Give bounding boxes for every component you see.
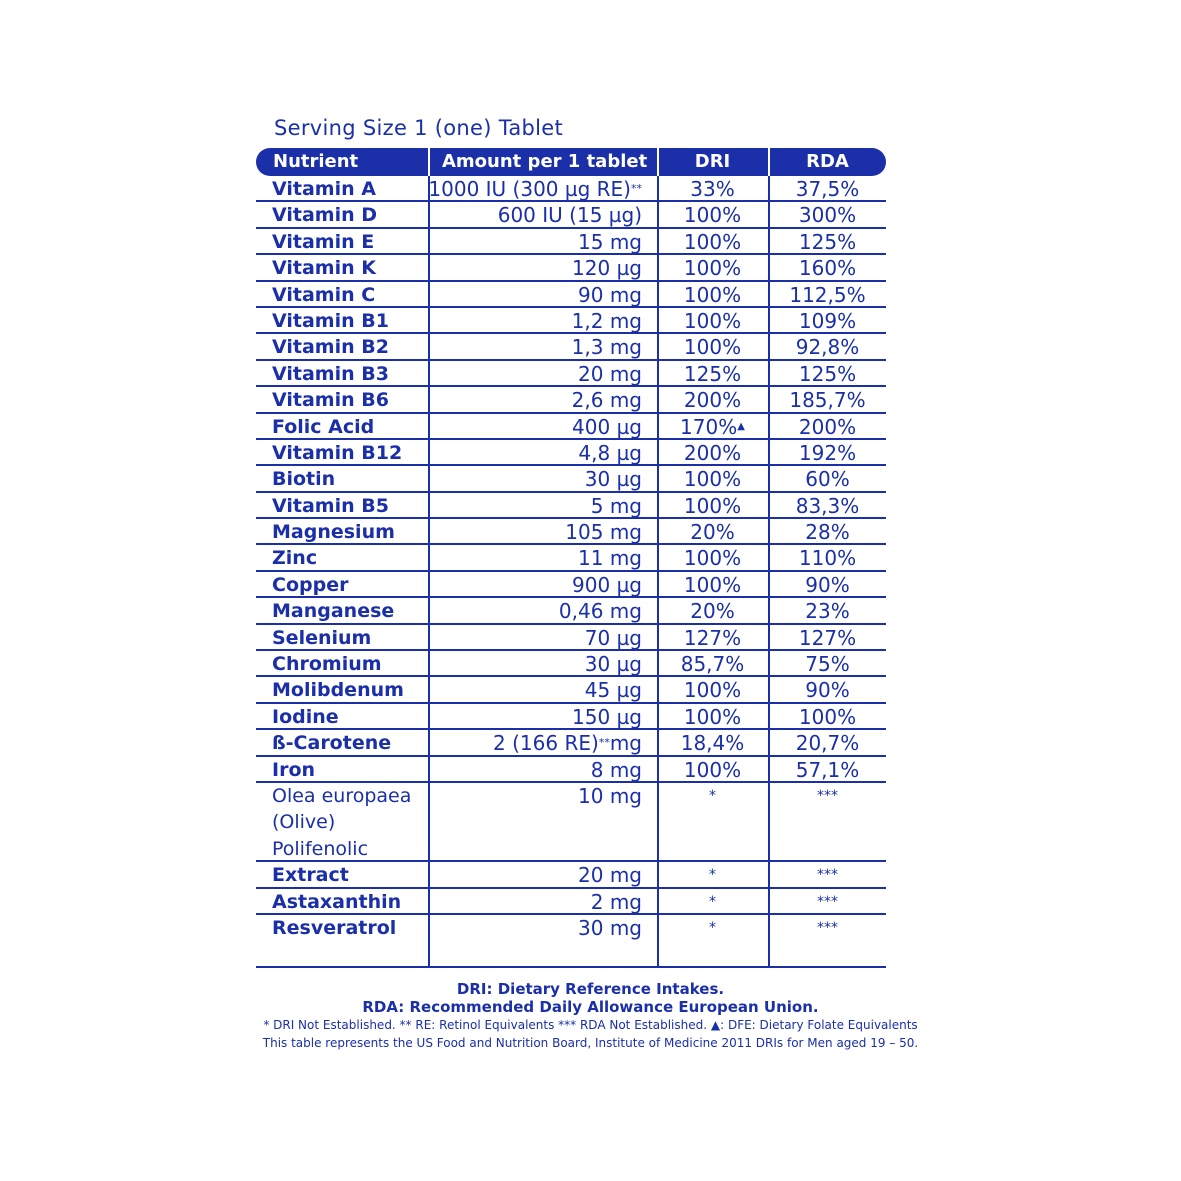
dri-text: 200% (683, 388, 742, 413)
dri-value (656, 651, 769, 677)
dri-value (656, 572, 769, 598)
amount-value: 30 µg (584, 652, 642, 677)
nutrient-amount (585, 625, 642, 651)
nutrient-name: Vitamin B12 (272, 441, 403, 464)
dri-value (656, 202, 769, 228)
serving-size: Serving Size 1 (one) Tablet (274, 116, 564, 140)
nutrient-amount (572, 572, 642, 598)
nutrient-name: Vitamin K (272, 257, 376, 280)
amount-footnote-mark: ** (631, 182, 642, 195)
nutrient-amount (591, 757, 642, 783)
nutrient-name: Copper (272, 573, 349, 596)
dri-value (656, 493, 769, 519)
nutrient-name: Folic Acid (272, 415, 375, 438)
amount-value: 120 µg (572, 256, 642, 281)
nutrient-name: Vitamin B5 (272, 494, 389, 517)
rda-value: 192% (798, 440, 857, 465)
table-row (256, 730, 886, 756)
amount-footnote-mark: ** (598, 736, 610, 750)
nutrient-name: Iodine (272, 705, 339, 728)
nutrient-amount (565, 519, 642, 545)
dri-text: * (709, 919, 716, 936)
nutrient-amount (578, 282, 642, 308)
table-row (256, 308, 886, 334)
table-row (256, 862, 886, 888)
dri-value (656, 282, 769, 308)
nutrient-name (272, 783, 411, 862)
nutrient-name: Vitamin B3 (272, 362, 389, 385)
amount-value: 2 (166 RE) (493, 731, 599, 756)
nutrient-name: Zinc (272, 547, 318, 570)
dri-text: 85,7% (680, 652, 745, 677)
dri-value (656, 255, 769, 281)
dri-value (656, 730, 769, 756)
amount-unit: mg (609, 731, 642, 756)
rda-value: 125% (798, 229, 857, 254)
rda-value: 127% (798, 625, 857, 650)
header-dri: DRI (694, 151, 731, 172)
table-row (256, 202, 886, 228)
nutrient-amount (585, 651, 642, 677)
nutrient-amount (428, 176, 642, 202)
nutrient-name: Vitamin C (272, 283, 376, 306)
rda-value: 20,7% (795, 731, 860, 756)
nutrient-name: Vitamin B1 (272, 309, 389, 332)
amount-value: 1,3 mg (571, 335, 642, 360)
dri-text: 100% (683, 467, 742, 492)
header-rda: RDA (806, 151, 849, 172)
amount-value: 150 µg (572, 704, 642, 729)
rda-value: 109% (798, 308, 857, 333)
nutrient-amount (572, 255, 642, 281)
dri-text: 20% (690, 599, 735, 624)
nutrient-amount: 10 mg (578, 783, 642, 808)
rda-value: 300% (798, 203, 857, 228)
table-row (256, 414, 886, 440)
table-row (256, 889, 886, 915)
nutrient-name: Vitamin B6 (272, 389, 389, 412)
rda-value: 37,5% (795, 177, 860, 201)
amount-value: 20 mg (578, 863, 642, 888)
table-row (256, 704, 886, 730)
nutrient-name: Chromium (272, 653, 382, 676)
table-row (256, 625, 886, 651)
rda-value: 28% (805, 520, 850, 545)
table-row (256, 783, 886, 862)
dri-value (656, 889, 769, 915)
table-row (256, 255, 886, 281)
nutrient-name: Extract (272, 864, 349, 887)
rda-value: *** (817, 787, 838, 804)
nutrient-name-line: Olea europaea (272, 784, 412, 807)
dri-text: 100% (683, 308, 742, 333)
nutrient-name: Molibdenum (272, 679, 404, 702)
table-row (256, 572, 886, 598)
amount-value: 900 µg (572, 572, 642, 597)
amount-value: 45 µg (584, 678, 642, 703)
nutrient-amount (572, 704, 642, 730)
nutrient-name: Vitamin B2 (272, 336, 389, 359)
rda-value: 185,7% (789, 388, 866, 413)
nutrient-amount (578, 545, 642, 571)
nutrient-amount (498, 202, 642, 228)
dri-text: 100% (683, 256, 742, 281)
dri-text: * (709, 893, 716, 910)
rda-value: 90% (805, 678, 850, 703)
table-row (256, 915, 886, 968)
dri-text: 100% (683, 282, 742, 307)
header-amount: Amount per 1 tablet (442, 151, 648, 172)
nutrient-name: Selenium (272, 626, 372, 649)
nutrient-name: Astaxanthin (272, 890, 402, 913)
dri-value (656, 334, 769, 360)
dri-value (656, 862, 769, 888)
nutrient-name-line: Polifenolic (272, 837, 369, 860)
footer-rda-definition: RDA: Recommended Daily Allowance European Union. (362, 998, 819, 1016)
nutrient-name: Manganese (272, 600, 395, 623)
nutrient-name: Resveratrol (272, 916, 397, 939)
table-row (256, 757, 886, 783)
dri-text: 100% (683, 203, 742, 228)
rda-value: *** (817, 919, 838, 936)
nutrient-name: Magnesium (272, 521, 395, 544)
nutrient-amount (493, 730, 642, 756)
dri-text: 100% (683, 704, 742, 729)
table-row (256, 493, 886, 519)
table-row (256, 282, 886, 308)
footer-dri-definition: DRI: Dietary Reference Intakes. (456, 980, 725, 998)
nutrient-amount (578, 361, 642, 387)
amount-value: 600 IU (15 µg) (497, 203, 642, 228)
amount-value: 20 mg (578, 361, 642, 386)
nutrient-name-line: (Olive) (272, 811, 336, 834)
nutrient-name: Biotin (272, 468, 336, 491)
rda-value: 75% (805, 652, 850, 677)
nutrient-name: Vitamin A (272, 178, 376, 200)
dri-text: 33% (690, 177, 735, 201)
amount-value: 2,6 mg (571, 388, 642, 413)
table-row (256, 466, 886, 492)
header-divider (428, 148, 430, 176)
dri-text: 200% (683, 440, 742, 465)
nutrient-amount (559, 598, 642, 624)
table-row (256, 176, 886, 202)
nutrient-amount (591, 493, 642, 519)
amount-value: 1,2 mg (571, 308, 642, 333)
dri-text: 18,4% (680, 731, 745, 756)
table-row (256, 387, 886, 413)
rda-value: 57,1% (795, 757, 860, 782)
dri-value (656, 361, 769, 387)
amount-value: 105 mg (565, 520, 642, 545)
dri-value: * (709, 787, 716, 804)
amount-value: 1000 IU (300 µg RE) (428, 177, 631, 201)
dri-text: 100% (683, 493, 742, 518)
dri-value (656, 677, 769, 703)
dri-value (656, 704, 769, 730)
dri-text: 100% (683, 335, 742, 360)
rda-value: 60% (805, 467, 850, 492)
table-row (256, 519, 886, 545)
table-row (256, 334, 886, 360)
dri-text: 100% (683, 678, 742, 703)
dri-text: 125% (683, 361, 742, 386)
rda-value: 125% (798, 361, 857, 386)
rda-value: 112,5% (789, 282, 866, 307)
dri-value (656, 519, 769, 545)
table-row (256, 677, 886, 703)
nutrient-amount (585, 466, 642, 492)
dri-value (656, 598, 769, 624)
table-row (256, 598, 886, 624)
table-body (256, 176, 886, 968)
nutrient-amount (578, 915, 642, 941)
nutrition-table (256, 148, 886, 968)
rda-value: *** (817, 893, 838, 910)
nutrient-amount (578, 440, 642, 466)
table-row (256, 361, 886, 387)
nutrient-name: Iron (272, 758, 316, 781)
dri-value (656, 414, 769, 440)
dri-text: 100% (683, 572, 742, 597)
dri-value (656, 440, 769, 466)
nutrient-amount (585, 677, 642, 703)
dri-text: 100% (683, 229, 742, 254)
table-header (256, 148, 886, 176)
amount-value: 11 mg (578, 546, 642, 571)
rda-value: 83,3% (795, 493, 860, 518)
dri-value (656, 757, 769, 783)
amount-value: 30 µg (584, 467, 642, 492)
dri-text: 100% (683, 546, 742, 571)
dri-value (656, 545, 769, 571)
nutrient-name: Vitamin D (272, 204, 378, 227)
amount-value: 90 mg (578, 282, 642, 307)
nutrient-amount (572, 334, 642, 360)
nutrient-amount (578, 862, 642, 888)
dri-value (656, 625, 769, 651)
rda-value: 90% (805, 572, 850, 597)
nutrient-name: ß-Carotene (272, 732, 392, 755)
header-nutrient: Nutrient (273, 151, 359, 172)
amount-value: 70 µg (584, 625, 642, 650)
amount-value: 4,8 µg (578, 440, 642, 465)
table-row (256, 651, 886, 677)
amount-value: 5 mg (590, 493, 642, 518)
nutrient-amount (591, 889, 642, 915)
footer-source-note: This table represents the US Food and Nutrition Board, Institute of Medicine 2011 DRIs for Men aged 19 – 50. (262, 1036, 919, 1050)
nutrient-amount (578, 229, 642, 255)
table-row (256, 229, 886, 255)
rda-value: 100% (798, 704, 857, 729)
dri-value (656, 466, 769, 492)
rda-value: *** (817, 867, 838, 884)
nutrient-name: Vitamin E (272, 230, 375, 253)
nutrient-amount (572, 387, 642, 413)
dri-text: * (709, 867, 716, 884)
rda-value: 160% (798, 256, 857, 281)
dri-text: 170% (680, 414, 738, 439)
dfe-triangle-icon: ▲ (737, 420, 745, 432)
amount-value: 0,46 mg (558, 599, 642, 624)
dri-value (656, 915, 769, 941)
rda-value: 92,8% (795, 335, 860, 360)
dri-value (656, 308, 769, 334)
nutrient-amount (572, 414, 642, 440)
dri-value (656, 229, 769, 255)
rda-value: 110% (798, 546, 857, 571)
dri-value (656, 176, 769, 202)
dri-text: 127% (683, 625, 742, 650)
rda-value: 23% (805, 599, 850, 624)
nutrient-amount (572, 308, 642, 334)
table-row (256, 545, 886, 571)
amount-value: 400 µg (572, 414, 642, 439)
dri-text: 100% (683, 757, 742, 782)
dri-text: 20% (690, 520, 735, 545)
dri-value (656, 387, 769, 413)
rda-value: 200% (798, 414, 857, 439)
amount-value: 15 mg (578, 229, 642, 254)
footer-legend: * DRI Not Established. ** RE: Retinol Equivalents *** RDA Not Established. ▲: DFE: Dietary Folate Equivalents (263, 1018, 918, 1032)
table-row (256, 440, 886, 466)
amount-value: 2 mg (590, 889, 642, 914)
amount-value: 30 mg (578, 915, 642, 940)
amount-value: 8 mg (590, 757, 642, 782)
